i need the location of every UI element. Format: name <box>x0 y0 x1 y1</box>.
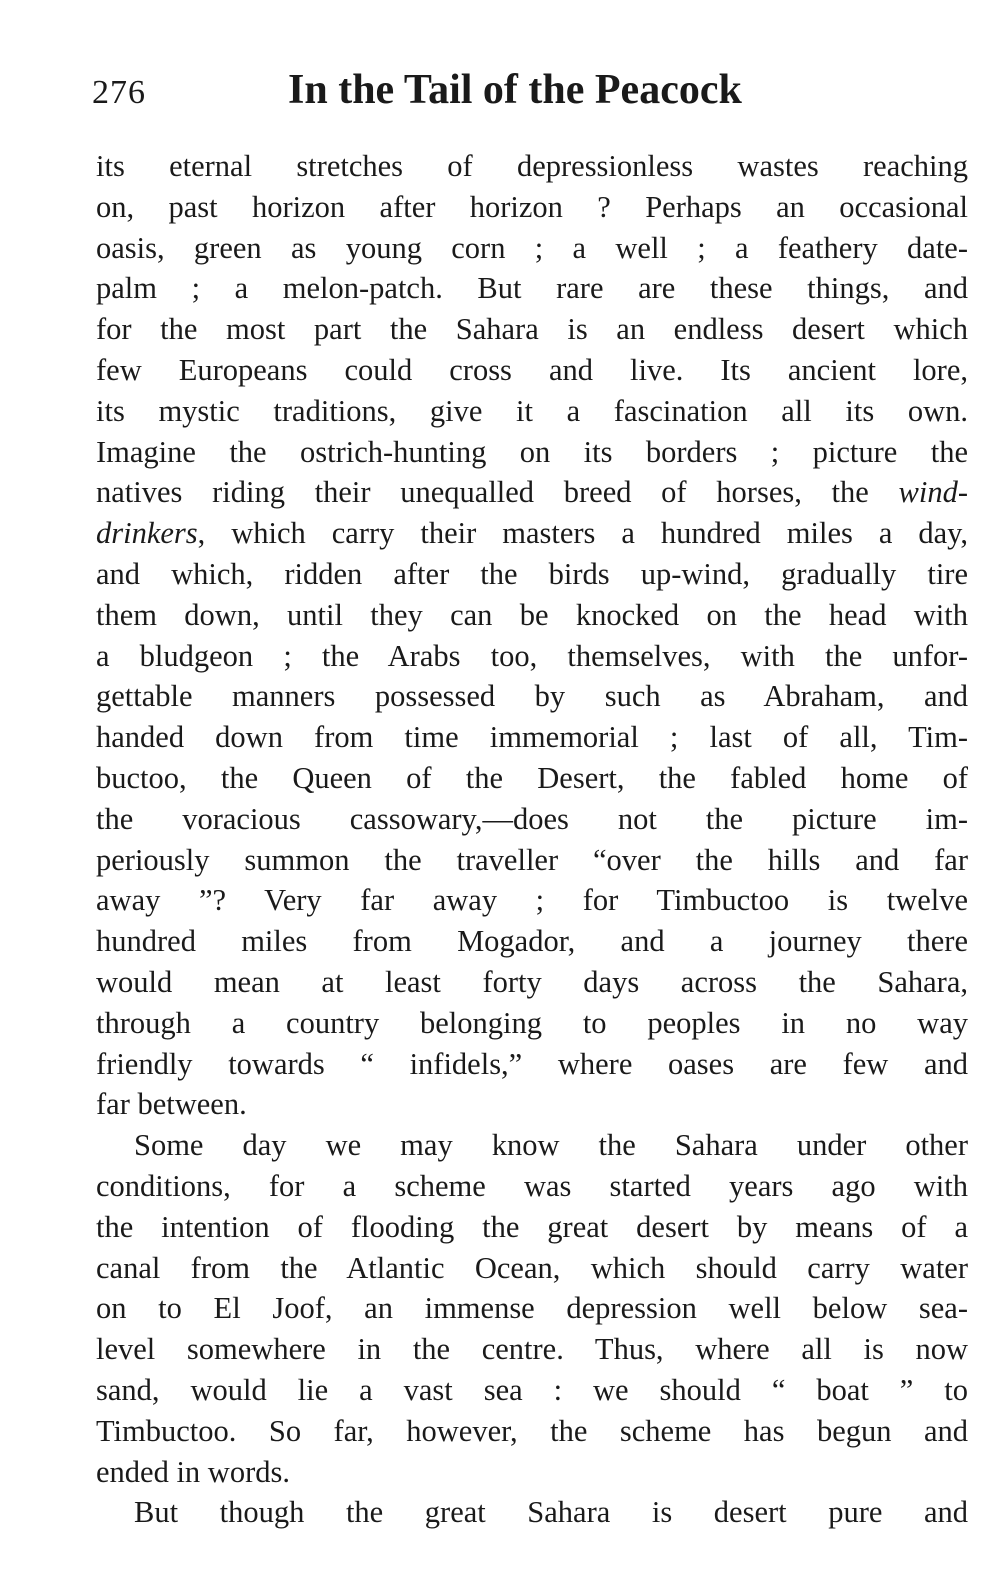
text-segment: conditions, for a scheme was started years ago with <box>96 1168 968 1203</box>
text-segment: periously summon the traveller “over the hills and far <box>96 842 968 877</box>
text-segment: through a country belonging to peoples in no way <box>96 1005 968 1040</box>
text-line <box>96 350 968 391</box>
text-segment: on, past horizon after horizon ? Perhaps an occasional <box>96 189 968 224</box>
text-segment: and which, ridden after the birds up-wind, gradually tire <box>96 556 968 591</box>
text-segment: friendly towards “ infidels,” where oases are few and <box>96 1046 968 1081</box>
text-line <box>96 1329 968 1370</box>
text-segment: canal from the Atlantic Ocean, which should carry water <box>96 1250 968 1285</box>
text-segment: far between. <box>96 1087 247 1122</box>
text-segment: away ”? Very far away ; for Timbuctoo is twelve <box>96 883 968 918</box>
text-line <box>96 268 968 309</box>
text-segment: handed down from time immemorial ; last of all, Tim- <box>96 720 968 755</box>
text-line <box>96 921 968 962</box>
text-segment: palm ; a melon-patch. But rare are these things, and <box>96 271 968 306</box>
text-line <box>96 636 968 677</box>
text-line <box>96 1248 968 1289</box>
text-line <box>96 187 968 228</box>
text-line <box>96 1044 968 1085</box>
text-segment: Timbuctoo. So far, however, the scheme has begun and <box>96 1413 968 1448</box>
running-title: In the Tail of the Peacock <box>288 67 742 113</box>
text-segment: gettable manners possessed by such as Abraham, and <box>96 679 968 714</box>
text-line <box>96 1370 968 1411</box>
text-segment: few Europeans could cross and live. Its ancient lore, <box>96 352 968 387</box>
text-segment: them down, until they can be knocked on the head with <box>96 597 968 632</box>
text-segment: Imagine the ostrich-hunting on its borders ; picture the <box>96 434 968 469</box>
text-line <box>96 1207 968 1248</box>
text-line <box>96 676 968 717</box>
body-text <box>96 146 968 1533</box>
text-line <box>96 513 968 554</box>
text-line <box>96 1492 968 1533</box>
text-segment: the intention of flooding the great desert by means of a <box>96 1209 968 1244</box>
text-segment: Some day we may know the Sahara under other <box>134 1128 968 1163</box>
text-line <box>96 840 968 881</box>
text-line <box>96 472 968 513</box>
text-line <box>96 554 968 595</box>
text-line <box>96 1084 968 1125</box>
page-number: 276 <box>92 74 146 111</box>
text-line <box>96 1125 968 1166</box>
italic-text: wind- <box>898 475 968 510</box>
text-segment: its eternal stretches of depressionless wastes reaching <box>96 149 968 183</box>
text-segment: a bludgeon ; the Arabs too, themselves, with the unfor- <box>96 638 968 673</box>
text-segment: the voracious cassowary,—does not the picture im- <box>96 801 968 836</box>
text-line <box>96 758 968 799</box>
page-header <box>92 62 812 122</box>
text-segment: buctoo, the Queen of the Desert, the fabled home of <box>96 760 968 795</box>
text-line <box>96 1288 968 1329</box>
text-line <box>96 1452 968 1493</box>
italic-text: drinkers <box>96 516 198 551</box>
text-line <box>96 880 968 921</box>
text-segment: for the most part the Sahara is an endless desert which <box>96 312 968 347</box>
text-segment: on to El Joof, an immense depression well below sea- <box>96 1291 968 1326</box>
text-line <box>96 228 968 269</box>
text-segment: hundred miles from Mogador, and a journey there <box>96 924 968 959</box>
text-line <box>96 799 968 840</box>
text-line <box>96 595 968 636</box>
text-segment: would mean at least forty days across the Sahara, <box>96 964 968 999</box>
text-line <box>96 1166 968 1207</box>
text-segment: ended in words. <box>96 1454 290 1489</box>
text-segment: But though the great Sahara is desert pure and <box>134 1495 968 1530</box>
text-line <box>96 962 968 1003</box>
text-segment: , which carry their masters a hundred miles a day, <box>197 516 968 551</box>
text-segment: sand, would lie a vast sea : we should “ boat ” to <box>96 1372 968 1407</box>
text-segment: level somewhere in the centre. Thus, where all is now <box>96 1332 968 1367</box>
text-line <box>96 1411 968 1452</box>
text-line <box>96 1003 968 1044</box>
text-line <box>96 309 968 350</box>
text-segment: natives riding their unequalled breed of horses, the <box>96 475 899 510</box>
text-segment: oasis, green as young corn ; a well ; a feathery date- <box>96 230 968 265</box>
text-line <box>96 146 968 187</box>
text-line <box>96 717 968 758</box>
text-segment: its mystic traditions, give it a fascination all its own. <box>96 393 968 428</box>
text-line <box>96 432 968 473</box>
text-line <box>96 391 968 432</box>
